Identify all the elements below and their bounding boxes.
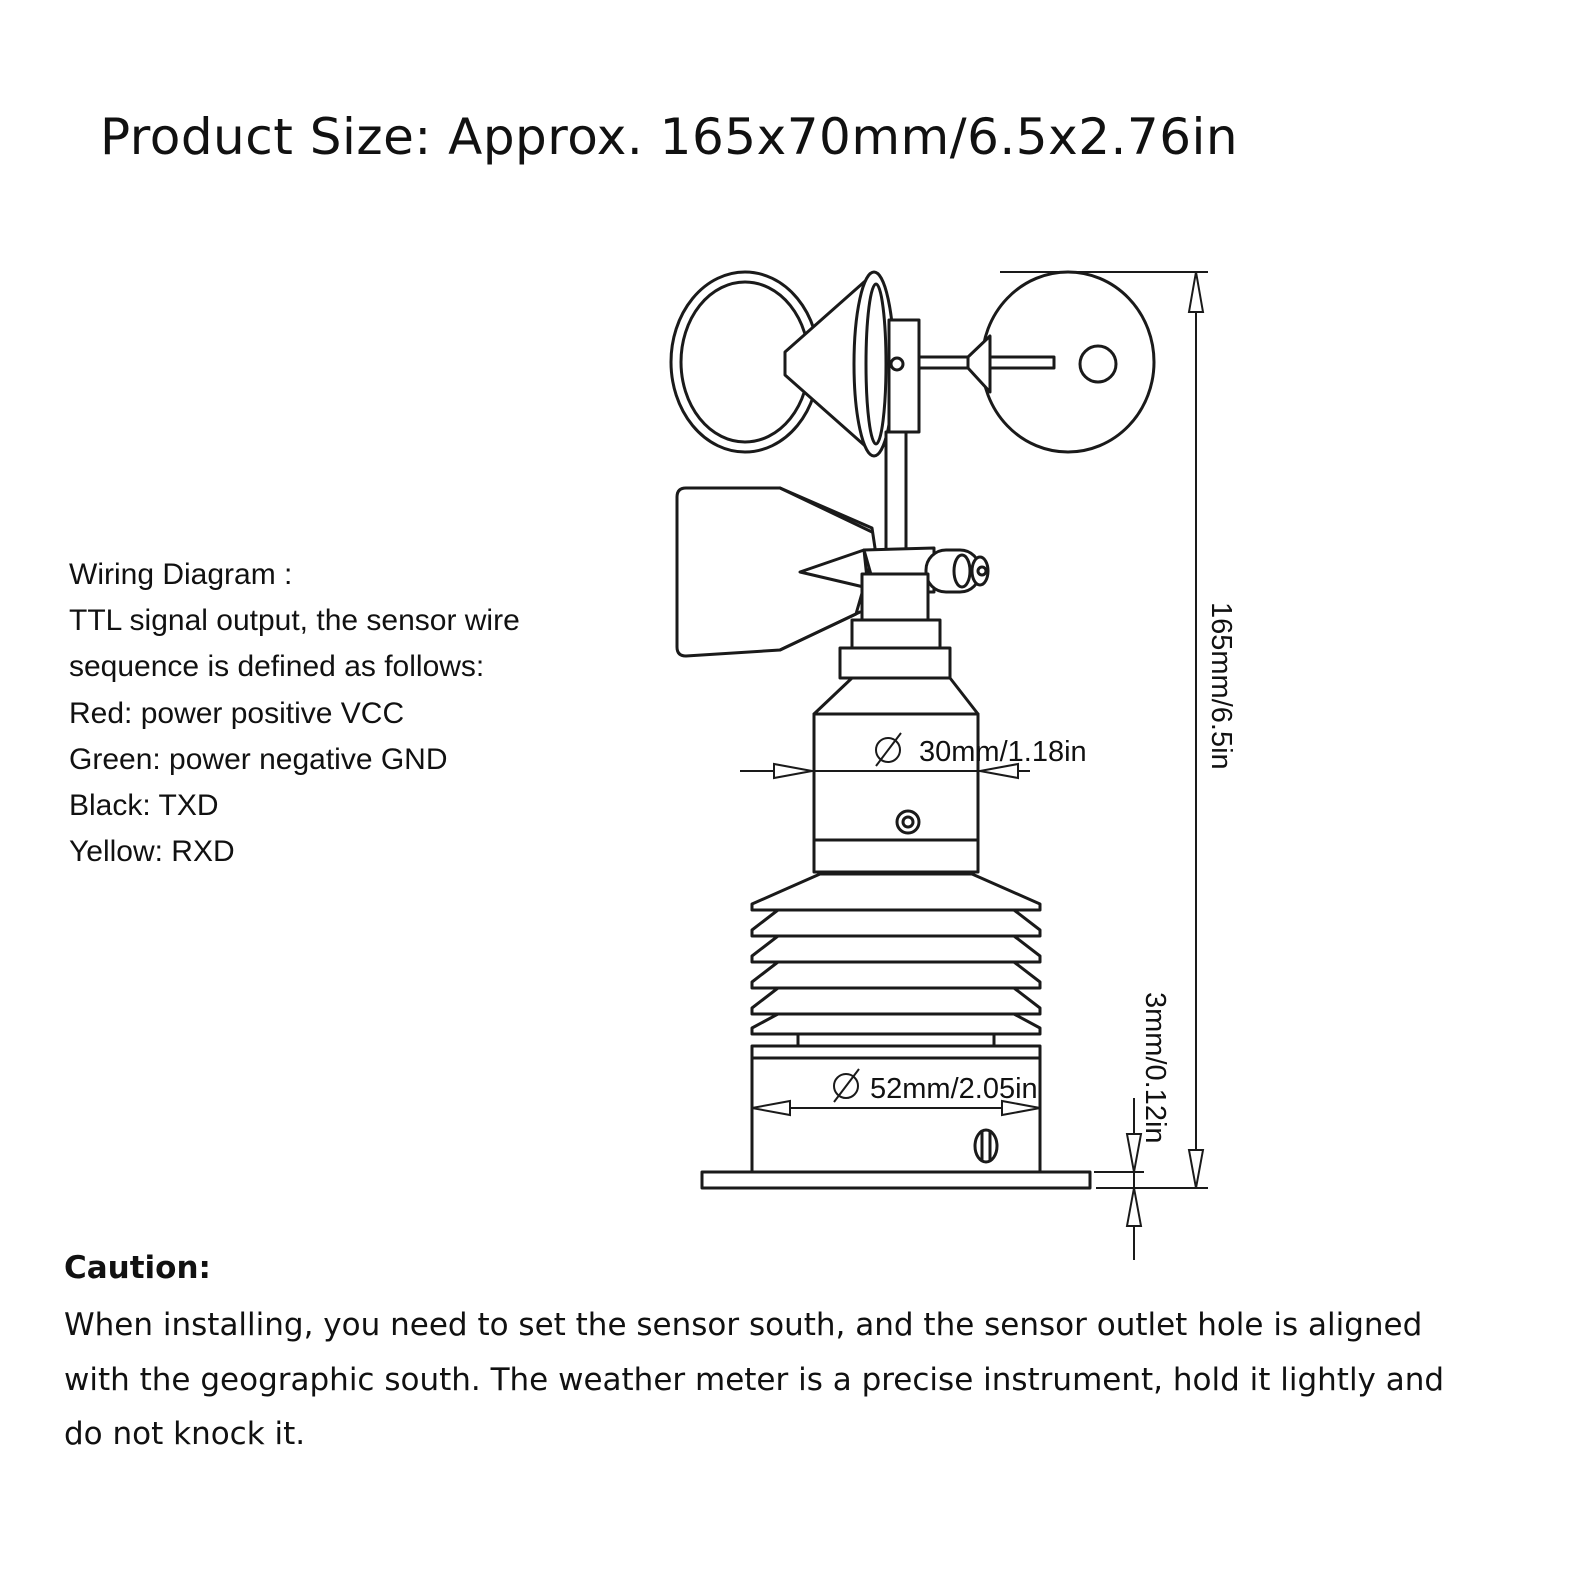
height-label: 165mm/6.5in xyxy=(1205,602,1237,770)
upper-body xyxy=(814,678,978,872)
caution-line: When installing, you need to set the sensor south, and the sensor outlet hole is aligned xyxy=(64,1307,1423,1343)
center-cone-cup xyxy=(785,272,894,456)
lower-diameter-label: 52mm/2.05in xyxy=(870,1073,1038,1105)
upper-diameter-label: 30mm/1.18in xyxy=(919,736,1087,768)
caution-text xyxy=(64,1298,1534,1462)
wiring-green: Green: power negative GND xyxy=(69,742,448,776)
wiring-line: sequence is defined as follows: xyxy=(69,650,485,684)
rotor-hub xyxy=(889,320,919,432)
wiring-heading: Wiring Diagram : xyxy=(69,558,293,591)
radiation-shield xyxy=(752,874,1040,1046)
wiring-line: TTL signal output, the sensor wire xyxy=(69,604,520,638)
wiring-yellow: Yellow: RXD xyxy=(69,835,235,869)
base-thickness-dimension xyxy=(1094,1098,1144,1260)
caution-line: do not knock it. xyxy=(64,1416,306,1452)
caution-line: with the geographic south. The weather meter is a precise instrument, hold it lightly and xyxy=(64,1361,1445,1398)
base-thickness-label: 3mm/0.12in xyxy=(1139,992,1171,1144)
base-plate xyxy=(702,1172,1090,1188)
wiring-black: Black: TXD xyxy=(69,789,219,823)
vertical-shaft xyxy=(886,432,906,550)
wiring-red: Red: power positive VCC xyxy=(69,696,405,730)
page-title: Product Size: Approx. 165x70mm/6.5x2.76in xyxy=(100,108,1239,166)
caution-heading: Caution: xyxy=(64,1250,211,1286)
